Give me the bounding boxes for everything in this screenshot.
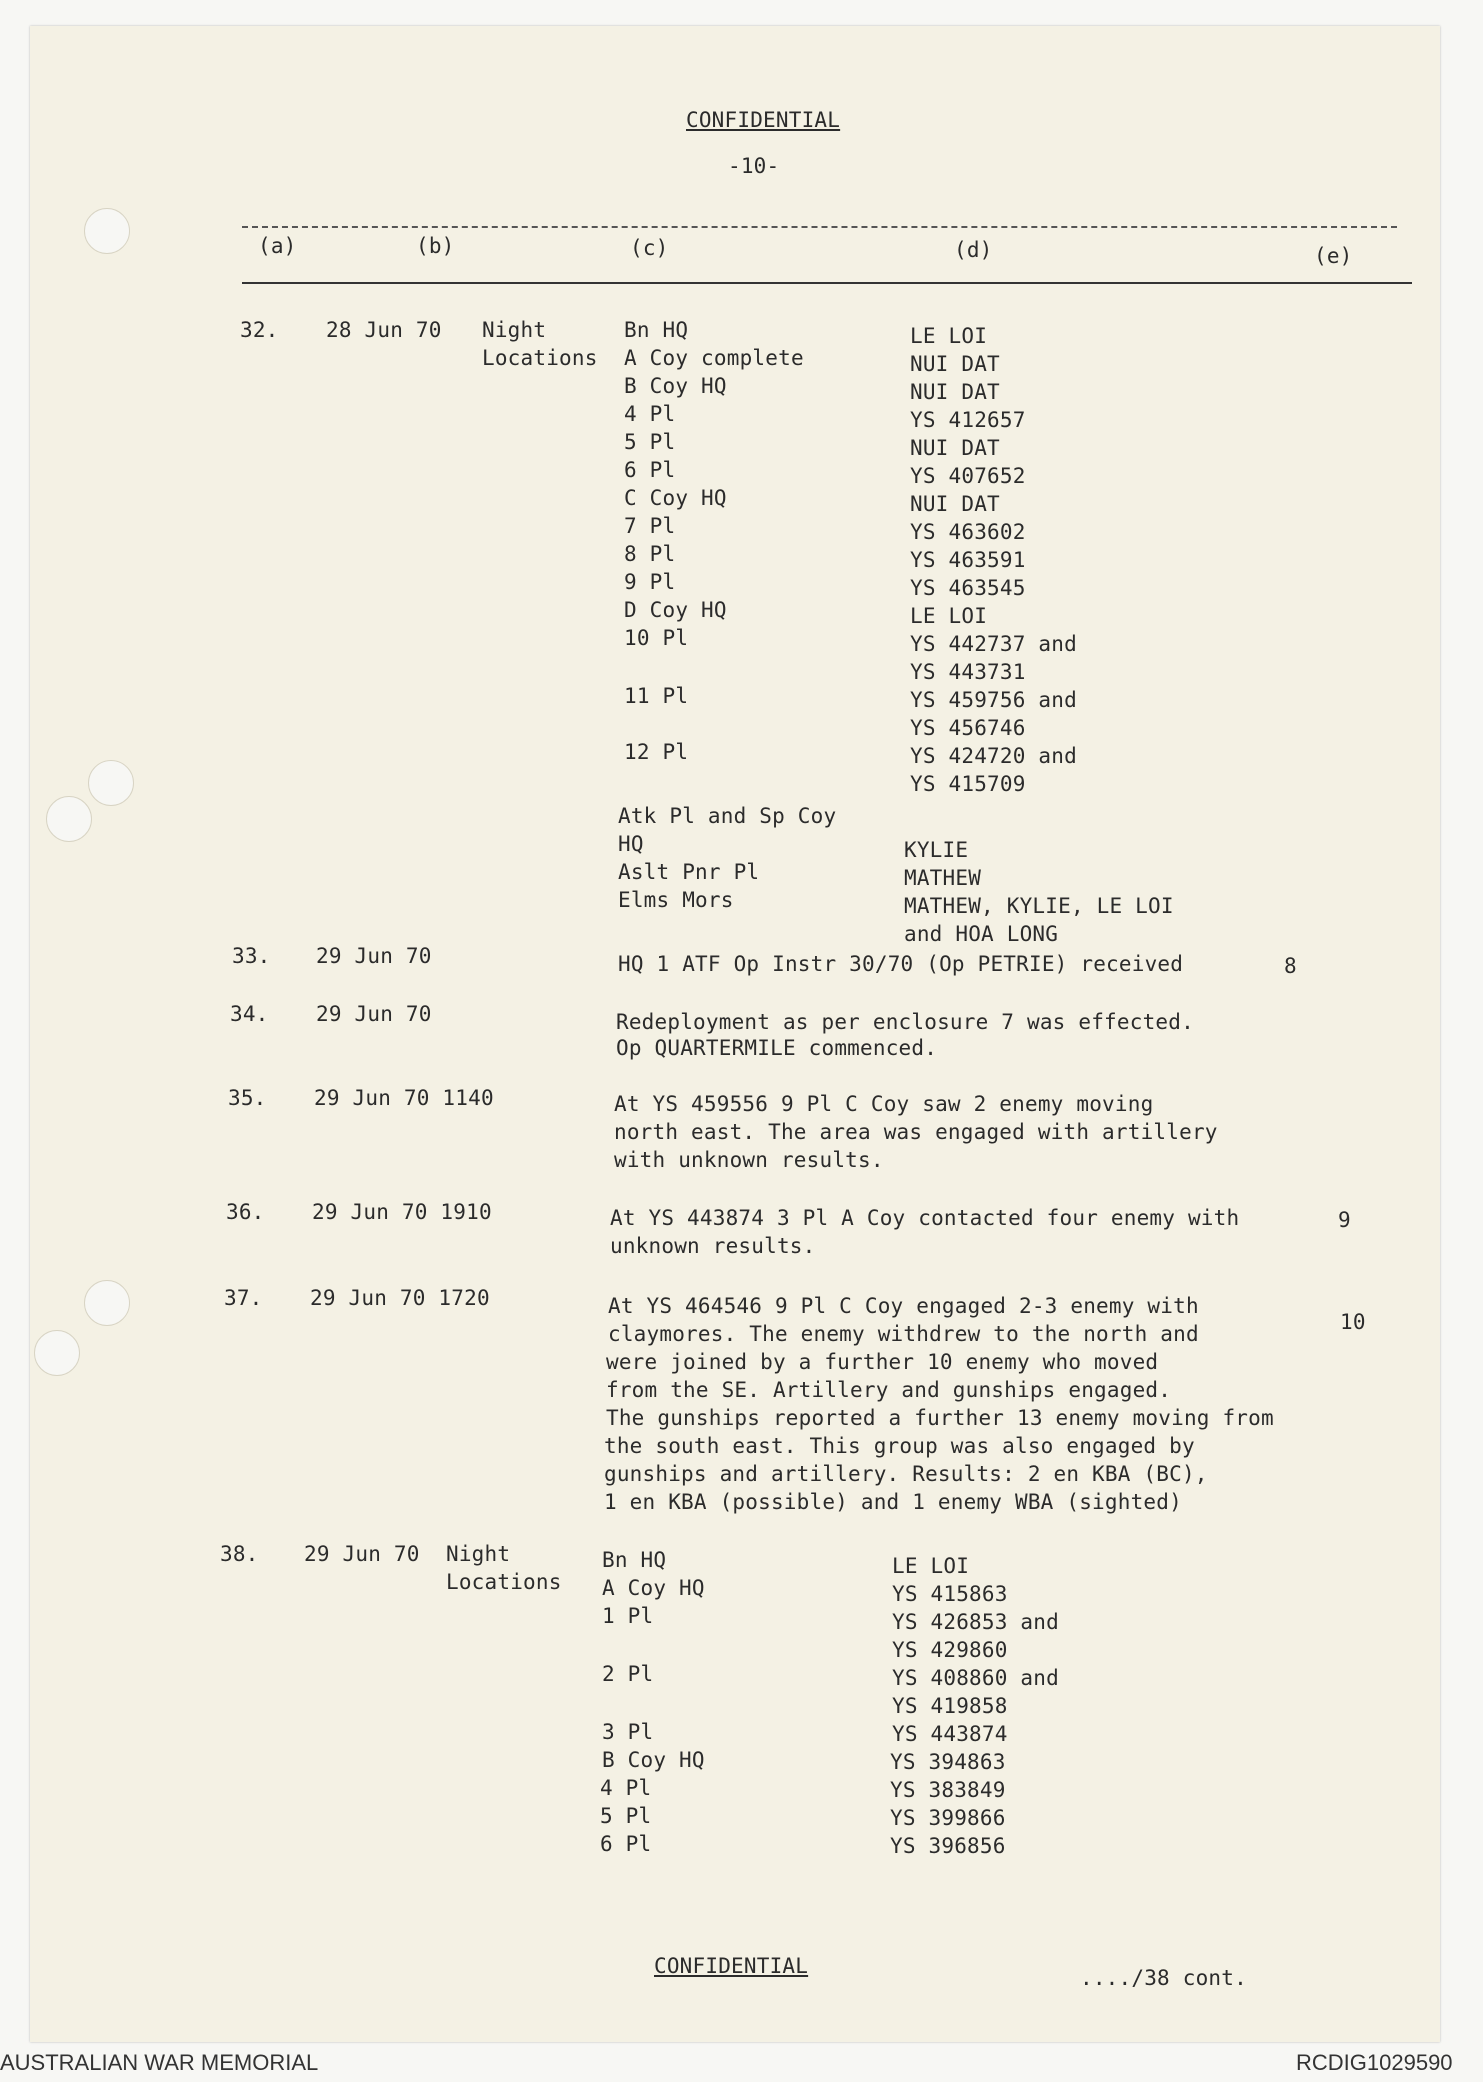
location-text: YS 415863 <box>892 1582 1008 1606</box>
enclosure-ref: 9 <box>1338 1208 1351 1232</box>
unit-name: 7 Pl <box>624 514 676 538</box>
footer-classification: CONFIDENTIAL <box>654 1954 809 1978</box>
unit-name: 11 Pl <box>624 684 689 708</box>
location-text: NUI DAT <box>910 352 1000 376</box>
unit-name: Elms Mors <box>618 888 734 912</box>
location-text: YS 456746 <box>910 716 1026 740</box>
entry-text-line: gunships and artillery. Results: 2 en KBA (BC), <box>604 1462 1208 1486</box>
unit-name: HQ <box>618 832 644 856</box>
entry-text-line: Redeployment as per enclosure 7 was effected. <box>616 1010 1194 1034</box>
location-text: YS 412657 <box>910 408 1026 432</box>
entry-serial: 36. <box>226 1200 265 1224</box>
entry-date: 29 Jun 70 1910 <box>312 1200 492 1224</box>
location-text: YS 429860 <box>892 1638 1008 1662</box>
unit-name: 8 Pl <box>624 542 676 566</box>
punch-hole <box>88 760 134 806</box>
location-text: and HOA LONG <box>904 922 1059 946</box>
entry-date: 29 Jun 70 <box>304 1542 420 1566</box>
location-text: YS 426853 and <box>892 1610 1059 1634</box>
location-text: NUI DAT <box>910 492 1000 516</box>
enclosure-ref: 10 <box>1340 1310 1366 1334</box>
entry-text-line: HQ 1 ATF Op Instr 30/70 (Op PETRIE) received <box>618 952 1184 976</box>
archive-watermark-left: AUSTRALIAN WAR MEMORIAL <box>0 2050 319 2075</box>
unit-name: 9 Pl <box>624 570 676 594</box>
entry-time: Locations <box>446 1570 562 1594</box>
unit-name: 6 Pl <box>624 458 676 482</box>
location-text: YS 463545 <box>910 576 1026 600</box>
entry-text-line: At YS 464546 9 Pl C Coy engaged 2-3 enemy with <box>608 1294 1199 1318</box>
location-text: YS 443731 <box>910 660 1026 684</box>
unit-name: 2 Pl <box>602 1662 654 1686</box>
unit-name: D Coy HQ <box>624 598 727 622</box>
location-text: LE LOI <box>892 1554 970 1578</box>
entry-serial: 38. <box>220 1542 259 1566</box>
unit-name: 4 Pl <box>624 402 676 426</box>
entry-text-line: Op QUARTERMILE commenced. <box>616 1036 938 1060</box>
column-b-label: (b) <box>416 234 455 258</box>
entry-text-line: unknown results. <box>610 1234 816 1258</box>
location-text: LE LOI <box>910 604 988 628</box>
entry-text-line: with unknown results. <box>614 1148 884 1172</box>
entry-text-line: At YS 443874 3 Pl A Coy contacted four enemy with <box>610 1206 1240 1230</box>
entry-time: Night <box>482 318 547 342</box>
entry-text-line: 1 en KBA (possible) and 1 enemy WBA (sighted) <box>604 1490 1182 1514</box>
unit-name: 5 Pl <box>600 1804 652 1828</box>
entry-serial: 37. <box>224 1286 263 1310</box>
entry-serial: 33. <box>232 944 271 968</box>
document-page <box>30 26 1440 2042</box>
unit-name: 6 Pl <box>600 1832 652 1856</box>
column-a-label: (a) <box>258 234 297 258</box>
header-classification: CONFIDENTIAL <box>686 108 841 132</box>
column-c-label: (c) <box>630 236 669 260</box>
location-text: YS 407652 <box>910 464 1026 488</box>
entry-text-line: north east. The area was engaged with artillery <box>614 1120 1218 1144</box>
location-text: YS 463591 <box>910 548 1026 572</box>
location-text: YS 442737 and <box>910 632 1077 656</box>
header-solid-rule <box>242 282 1412 284</box>
entry-text-line: The gunships reported a further 13 enemy moving from <box>606 1406 1274 1430</box>
entry-serial: 34. <box>230 1002 269 1026</box>
unit-name: Aslt Pnr Pl <box>618 860 760 884</box>
entry-date: 28 Jun 70 <box>326 318 442 342</box>
entry-date: 29 Jun 70 <box>316 1002 432 1026</box>
unit-name: 5 Pl <box>624 430 676 454</box>
unit-name: 3 Pl <box>602 1720 654 1744</box>
location-text: YS 415709 <box>910 772 1026 796</box>
location-text: MATHEW <box>904 866 982 890</box>
location-text: YS 408860 and <box>892 1666 1059 1690</box>
location-text: NUI DAT <box>910 436 1000 460</box>
entry-serial: 35. <box>228 1086 267 1110</box>
location-text: LE LOI <box>910 324 988 348</box>
location-text: YS 399866 <box>890 1806 1006 1830</box>
unit-name: 12 Pl <box>624 740 689 764</box>
unit-name: Bn HQ <box>624 318 689 342</box>
location-text: YS 383849 <box>890 1778 1006 1802</box>
unit-name: A Coy complete <box>624 346 804 370</box>
location-text: YS 394863 <box>890 1750 1006 1774</box>
column-d-label: (d) <box>954 238 993 262</box>
location-text: YS 463602 <box>910 520 1026 544</box>
entry-date: 29 Jun 70 1140 <box>314 1086 494 1110</box>
location-text: YS 459756 and <box>910 688 1077 712</box>
entry-text-line: At YS 459556 9 Pl C Coy saw 2 enemy moving <box>614 1092 1154 1116</box>
entry-text-line: were joined by a further 10 enemy who moved <box>606 1350 1159 1374</box>
continuation-note: ..../38 cont. <box>1080 1966 1247 1990</box>
entry-serial: 32. <box>240 318 279 342</box>
archive-watermark-right: RCDIG1029590 <box>1296 2050 1453 2075</box>
unit-name: Atk Pl and Sp Coy <box>618 804 837 828</box>
entry-date: 29 Jun 70 <box>316 944 432 968</box>
unit-name: B Coy HQ <box>602 1748 705 1772</box>
unit-name: 10 Pl <box>624 626 689 650</box>
unit-name: Bn HQ <box>602 1548 667 1572</box>
punch-hole <box>46 796 92 842</box>
location-text: NUI DAT <box>910 380 1000 404</box>
entry-text-line: from the SE. Artillery and gunships engaged. <box>606 1378 1172 1402</box>
unit-name: A Coy HQ <box>602 1576 705 1600</box>
enclosure-ref: 8 <box>1284 954 1297 978</box>
unit-name: 1 Pl <box>602 1604 654 1628</box>
entry-time: Night <box>446 1542 511 1566</box>
entry-text-line: claymores. The enemy withdrew to the north and <box>608 1322 1199 1346</box>
entry-text-line: the south east. This group was also engaged by <box>604 1434 1195 1458</box>
entry-time: Locations <box>482 346 598 370</box>
punch-hole <box>84 1280 130 1326</box>
location-text: MATHEW, KYLIE, LE LOI <box>904 894 1174 918</box>
page-number: -10- <box>728 154 780 178</box>
entry-date: 29 Jun 70 1720 <box>310 1286 490 1310</box>
header-dashed-rule <box>242 226 1397 228</box>
location-text: YS 443874 <box>892 1722 1008 1746</box>
location-text: YS 396856 <box>890 1834 1006 1858</box>
column-e-label: (e) <box>1314 244 1353 268</box>
punch-hole <box>84 208 130 254</box>
location-text: YS 424720 and <box>910 744 1077 768</box>
location-text: YS 419858 <box>892 1694 1008 1718</box>
unit-name: B Coy HQ <box>624 374 727 398</box>
location-text: KYLIE <box>904 838 969 862</box>
unit-name: C Coy HQ <box>624 486 727 510</box>
unit-name: 4 Pl <box>600 1776 652 1800</box>
punch-hole <box>34 1330 80 1376</box>
